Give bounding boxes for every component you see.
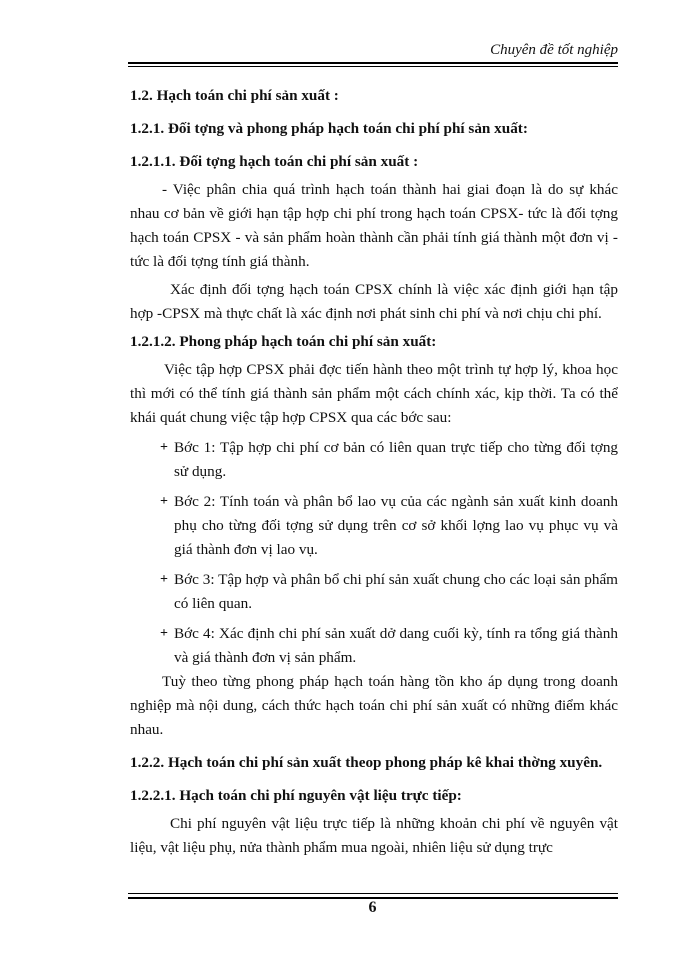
header-title: Chuyên đề tốt nghiệp [490, 42, 618, 58]
list-item-text: Bớc 4: Xác định chi phí sản xuất dở dang cuối kỳ, tính ra tổng giá thành và giá thành đơn vị sản phẩm. [174, 625, 618, 666]
heading-1-2-2: 1.2.2. Hạch toán chi phí sản xuất theop phong pháp kê khai thờng xuyên. [130, 754, 603, 771]
document-body [130, 84, 618, 860]
list-item [130, 490, 618, 562]
heading-1-2-1-2: 1.2.1.2. Phong pháp hạch toán chi phí sản xuất: [130, 333, 437, 350]
heading-1-2-2-1: 1.2.2.1. Hạch toán chi phí nguyên vật liệu trực tiếp: [130, 787, 462, 804]
paragraph-3: Việc tập hợp CPSX phải đợc tiến hành theo một trình tự hợp lý, khoa học thì mới có thể tính giá thành sản phẩm một cách chính xác, kịp thời. Ta có thể khái quát chung việc tập hợp CPSX qua các bớc sau: [130, 361, 618, 426]
paragraph-2: Xác định đối tợng hạch toán CPSX chính là việc xác định giới hạn tập hợp -CPSX mà thực chất là xác định nơi phát sinh chi phí và nơi chịu chi phí. [130, 281, 618, 322]
list-item [130, 568, 618, 616]
paragraph-4: Tuỳ theo từng phong pháp hạch toán hàng tồn kho áp dụng trong doanh nghiệp mà nội dung, cách thức hạch toán chi phí sản xuất có những điểm khác nhau. [130, 673, 618, 738]
list-item-text: Bớc 1: Tập hợp chi phí cơ bản có liên quan trực tiếp cho từng đối tợng sử dụng. [174, 439, 618, 480]
list-item-text: Bớc 3: Tập hợp và phân bổ chi phí sản xuất chung cho các loại sản phẩm có liên quan. [174, 571, 618, 612]
list-item-text: Bớc 2: Tính toán và phân bổ lao vụ của các ngành sản xuất kinh doanh phụ cho từng đối tợng sử dụng trên cơ sở khối lợng lao vụ phục vụ và giá thành đơn vị lao vụ. [174, 493, 618, 558]
plus-icon: + [160, 440, 168, 455]
paragraph-1: - Việc phân chia quá trình hạch toán thành hai giai đoạn là do sự khác nhau cơ bản về giới hạn tập hợp chi phí trong hạch toán CPSX- tức là đối tợng hạch toán CPSX - và sản phẩm hoàn thành cần phải tính giá thành một đơn vị - tức là đối tợng tính giá thành. [130, 181, 618, 270]
heading-1-2: 1.2. Hạch toán chi phí sản xuất : [130, 87, 339, 104]
plus-icon: + [160, 494, 168, 509]
header-rule-thick [128, 62, 618, 64]
paragraph-5: Chi phí nguyên vật liệu trực tiếp là những khoản chi phí về nguyên vật liệu, vật liệu phụ, nửa thành phẩm mua ngoài, nhiên liệu sử dụng trực [130, 815, 618, 856]
list-item [130, 436, 618, 484]
page-number: 6 [368, 899, 377, 916]
header-rule-thin [128, 66, 618, 67]
list-item [130, 622, 618, 670]
plus-icon: + [160, 626, 168, 641]
plus-icon: + [160, 572, 168, 587]
heading-1-2-1-1: 1.2.1.1. Đối tợng hạch toán chi phí sản xuất : [130, 153, 419, 170]
heading-1-2-1: 1.2.1. Đối tợng và phong pháp hạch toán chi phí phí sản xuất: [130, 120, 528, 137]
footer-rule-thin [128, 893, 618, 894]
